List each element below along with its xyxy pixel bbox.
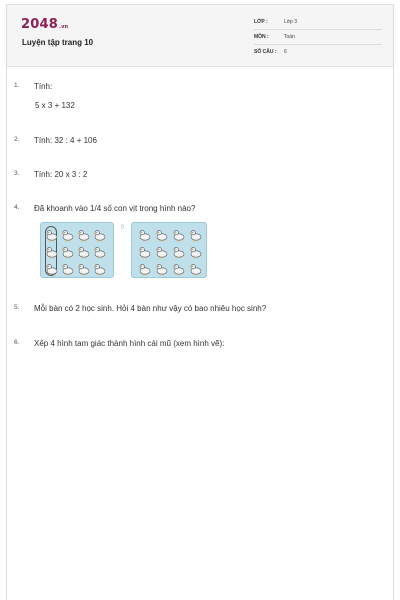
meta-count	[254, 48, 382, 60]
worksheet-header	[7, 5, 393, 67]
duck-icon	[172, 228, 185, 242]
figure-panel-right	[131, 222, 207, 278]
meta-grade	[254, 18, 382, 30]
duck-icon	[93, 228, 106, 242]
meta-grade-value: Lớp 3	[284, 19, 298, 25]
worksheet	[6, 4, 394, 600]
meta-count-value: 6	[284, 49, 287, 55]
duck-icon	[61, 262, 74, 276]
duck-icon	[155, 228, 168, 242]
question-text: Xếp 4 hình tam giác thành hình cái mũ (xem hình vẽ):	[34, 339, 225, 348]
duck-icon	[45, 262, 58, 276]
duck-icon	[189, 245, 202, 259]
duck-icon	[45, 228, 58, 242]
site-logo[interactable]	[21, 17, 68, 32]
duck-icon	[189, 262, 202, 276]
meta-subject-key: MÔN :	[254, 34, 269, 40]
duck-icon	[61, 245, 74, 259]
duck-icon	[77, 228, 90, 242]
logo-main: 2048	[21, 17, 58, 32]
question-number: 6.	[14, 339, 20, 346]
meta-count-key: SỐ CÂU :	[254, 49, 277, 55]
question-number: 4.	[14, 204, 20, 211]
question-number: 3.	[14, 170, 20, 177]
meta-subject-value: Toán	[284, 34, 295, 40]
question-number: 1.	[14, 82, 20, 89]
question-text: Tính:	[34, 82, 53, 91]
ducks-figure	[40, 222, 208, 280]
question-text: Đã khoanh vào 1/4 số con vịt trong hình nào?	[34, 204, 196, 213]
figure-separator: ▯	[121, 224, 124, 230]
figure-panel-left	[40, 222, 114, 278]
logo-tld: .vn	[58, 24, 69, 30]
duck-icon	[155, 245, 168, 259]
duck-icon	[172, 262, 185, 276]
duck-icon	[138, 245, 151, 259]
duck-icon	[189, 228, 202, 242]
meta-subject	[254, 33, 382, 45]
duck-icon	[172, 245, 185, 259]
question-text: Tính: 32 : 4 + 106	[34, 136, 97, 145]
duck-icon	[155, 262, 168, 276]
duck-icon	[61, 228, 74, 242]
question-number: 5.	[14, 304, 20, 311]
duck-icon	[93, 245, 106, 259]
duck-icon	[93, 262, 106, 276]
meta-grade-key: LỚP :	[254, 19, 268, 25]
duck-icon	[138, 262, 151, 276]
duck-icon	[45, 245, 58, 259]
duck-icon	[77, 245, 90, 259]
duck-icon	[138, 228, 151, 242]
page-title: Luyện tập trang 10	[22, 38, 94, 47]
question-text: Mỗi bàn có 2 học sinh. Hỏi 4 bàn như vậy có bao nhiêu học sinh?	[34, 304, 267, 313]
question-number: 2.	[14, 136, 20, 143]
question-text: Tính: 20 x 3 : 2	[34, 170, 88, 179]
question-1-expression: 5 x 3 + 132	[35, 101, 75, 110]
duck-icon	[77, 262, 90, 276]
